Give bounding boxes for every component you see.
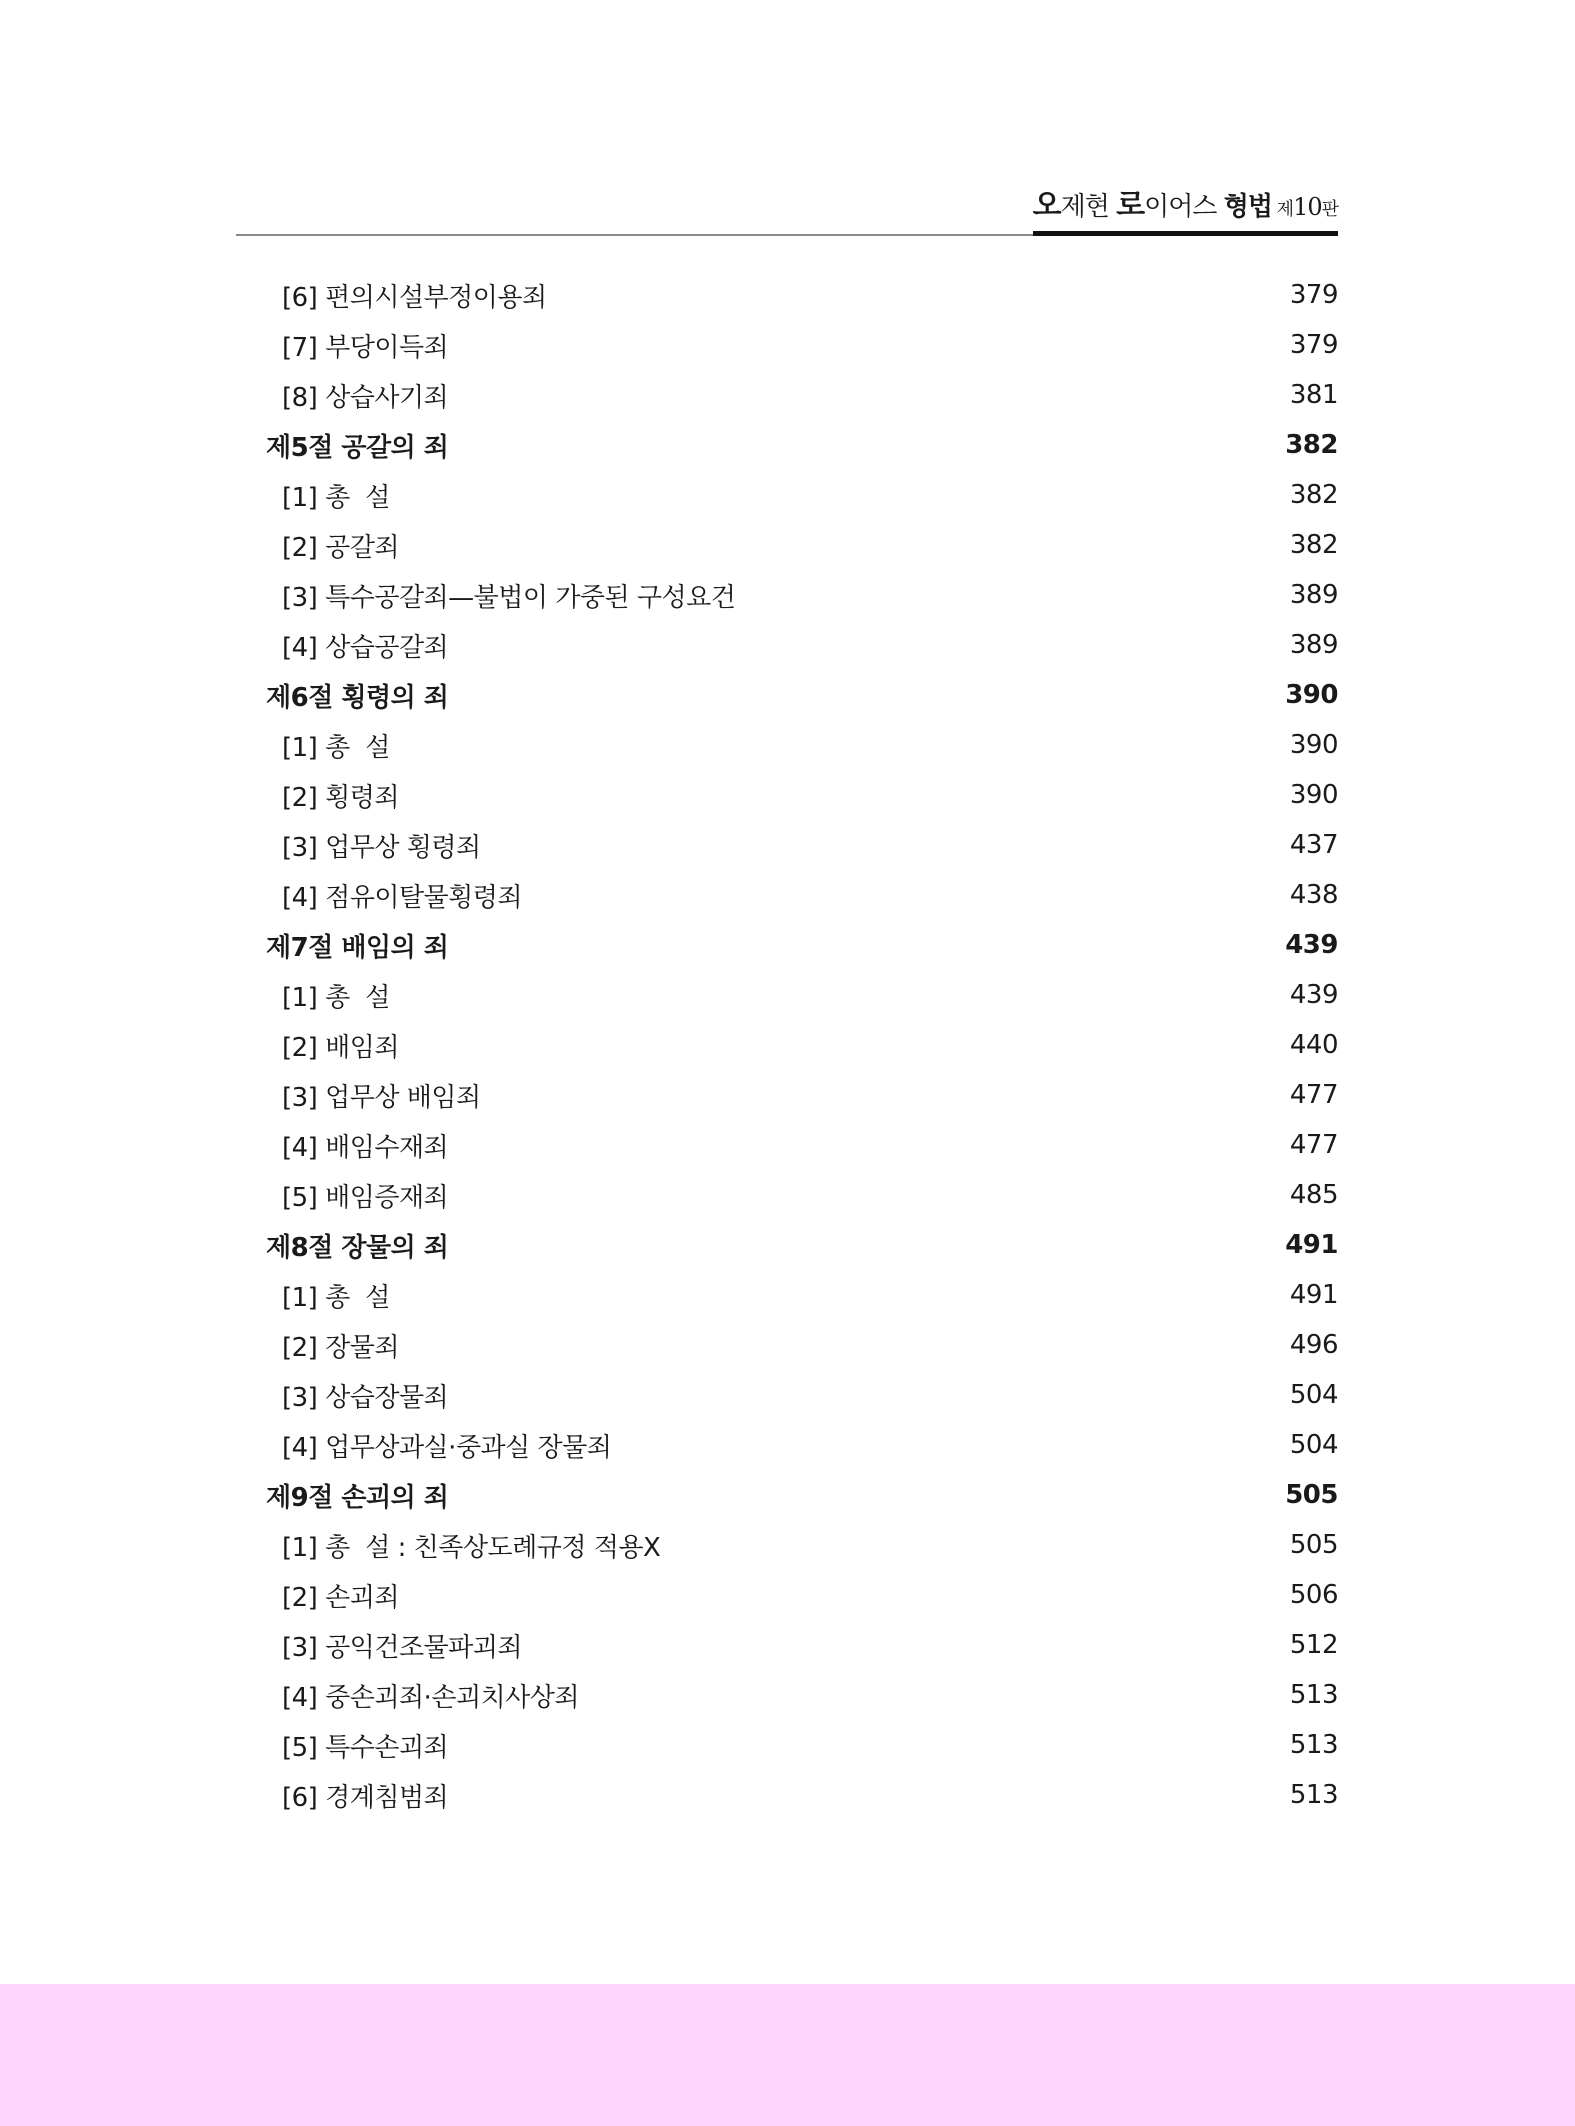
footer-band xyxy=(0,1984,1575,2126)
toc-page-number: 440 xyxy=(1289,1030,1338,1060)
book-title-part: 제현 xyxy=(1060,192,1117,222)
toc-page-number: 513 xyxy=(1289,1730,1338,1760)
toc-entry xyxy=(266,1170,1338,1220)
book-title-part: 형법 xyxy=(1223,192,1272,222)
toc-entry-title: [6] 경계침범죄 xyxy=(282,1782,449,1813)
toc-page-number: 513 xyxy=(1289,1780,1338,1810)
toc-entry-title: [1] 총 설 xyxy=(282,482,390,513)
toc-entry-title: [4] 중손괴죄·손괴치사상죄 xyxy=(282,1682,580,1713)
book-title-part: 10 xyxy=(1293,193,1322,221)
toc-page-number: 491 xyxy=(1285,1230,1338,1260)
toc-entry-title: [5] 특수손괴죄 xyxy=(282,1732,449,1763)
toc-entry-title: [7] 부당이득죄 xyxy=(282,332,449,363)
toc-page-number: 390 xyxy=(1289,730,1338,760)
toc-entry-title: [4] 점유이탈물횡령죄 xyxy=(282,882,523,913)
toc-entry xyxy=(266,270,1338,320)
toc-entry-title: [1] 총 설 xyxy=(282,732,390,763)
toc-page-number: 504 xyxy=(1289,1380,1338,1410)
running-header xyxy=(236,188,1338,236)
toc-entry xyxy=(266,970,1338,1020)
toc-entry xyxy=(266,720,1338,770)
toc-entry xyxy=(266,770,1338,820)
toc-page-number: 477 xyxy=(1289,1080,1338,1110)
toc-page-number: 382 xyxy=(1285,430,1338,460)
toc-entry-title: [3] 공익건조물파괴죄 xyxy=(282,1632,523,1663)
toc-page-number: 439 xyxy=(1289,980,1338,1010)
toc-page-number: 390 xyxy=(1289,780,1338,810)
toc-page-number: 390 xyxy=(1285,680,1338,710)
book-title-part: 이어스 xyxy=(1144,192,1224,222)
toc-entry xyxy=(266,470,1338,520)
toc-entry-title: [1] 총 설 xyxy=(282,1282,390,1313)
toc-page-number: 506 xyxy=(1289,1580,1338,1610)
toc-entry-title: [1] 총 설 : 친족상도례규정 적용X xyxy=(282,1532,661,1563)
toc-page-number: 505 xyxy=(1289,1530,1338,1560)
toc-page-number: 496 xyxy=(1289,1330,1338,1360)
toc-entry-title: [4] 상습공갈죄 xyxy=(282,632,449,663)
toc-page-number: 379 xyxy=(1289,330,1338,360)
toc-page-number: 439 xyxy=(1285,930,1338,960)
toc-entry-title: 제9절 손괴의 죄 xyxy=(266,1482,449,1513)
toc-section-heading xyxy=(266,1470,1338,1520)
toc-section-heading xyxy=(266,920,1338,970)
toc-entry xyxy=(266,1720,1338,1770)
toc-entry xyxy=(266,1020,1338,1070)
toc-entry-title: [2] 공갈죄 xyxy=(282,532,399,563)
toc-page-number: 382 xyxy=(1289,530,1338,560)
toc-entry xyxy=(266,1420,1338,1470)
toc-entry xyxy=(266,320,1338,370)
toc-page-number: 381 xyxy=(1289,380,1338,410)
toc-entry-title: [3] 상습장물죄 xyxy=(282,1382,449,1413)
toc-entry-title: [2] 손괴죄 xyxy=(282,1582,399,1613)
toc-entry xyxy=(266,1620,1338,1670)
toc-entry xyxy=(266,1320,1338,1370)
toc-section-heading xyxy=(266,420,1338,470)
toc-page-number: 512 xyxy=(1289,1630,1338,1660)
toc-entry xyxy=(266,570,1338,620)
book-title-part: 로 xyxy=(1116,188,1145,223)
toc-page-number: 513 xyxy=(1289,1680,1338,1710)
toc-entry xyxy=(266,1770,1338,1820)
toc-entry-title: [1] 총 설 xyxy=(282,982,390,1013)
toc-page-number: 389 xyxy=(1289,580,1338,610)
toc-page-number: 382 xyxy=(1289,480,1338,510)
book-title xyxy=(1032,188,1338,236)
toc-page-number: 485 xyxy=(1289,1180,1338,1210)
toc-entry xyxy=(266,1670,1338,1720)
toc-page-number: 437 xyxy=(1289,830,1338,860)
toc-entry-title: [4] 배임수재죄 xyxy=(282,1132,449,1163)
toc-entry xyxy=(266,1570,1338,1620)
toc-section-heading xyxy=(266,1220,1338,1270)
toc-entry-title: 제6절 횡령의 죄 xyxy=(266,682,449,713)
toc-page-number: 504 xyxy=(1289,1430,1338,1460)
table-of-contents xyxy=(266,270,1338,1820)
book-title-part: 오 xyxy=(1032,188,1061,223)
toc-entry xyxy=(266,1270,1338,1320)
toc-page-number: 379 xyxy=(1289,280,1338,310)
toc-entry-title: [8] 상습사기죄 xyxy=(282,382,449,413)
toc-entry-title: [2] 장물죄 xyxy=(282,1332,399,1363)
toc-page-number: 477 xyxy=(1289,1130,1338,1160)
toc-entry-title: 제7절 배임의 죄 xyxy=(266,932,449,963)
book-title-part: 제 xyxy=(1271,199,1294,220)
toc-page-number: 505 xyxy=(1285,1480,1338,1510)
toc-section-heading xyxy=(266,670,1338,720)
toc-page-number: 389 xyxy=(1289,630,1338,660)
toc-entry-title: [6] 편의시설부정이용죄 xyxy=(282,282,547,313)
toc-entry xyxy=(266,1070,1338,1120)
book-title-part: 판 xyxy=(1321,199,1338,220)
toc-entry-title: [3] 업무상 횡령죄 xyxy=(282,832,481,863)
toc-entry-title: 제8절 장물의 죄 xyxy=(266,1232,449,1263)
toc-entry xyxy=(266,820,1338,870)
toc-entry-title: [4] 업무상과실·중과실 장물죄 xyxy=(282,1432,612,1463)
toc-entry xyxy=(266,1520,1338,1570)
toc-entry xyxy=(266,520,1338,570)
toc-entry-title: [2] 배임죄 xyxy=(282,1032,399,1063)
toc-entry xyxy=(266,370,1338,420)
toc-entry-title: 제5절 공갈의 죄 xyxy=(266,432,449,463)
toc-entry-title: [5] 배임증재죄 xyxy=(282,1182,449,1213)
toc-entry-title: [3] 업무상 배임죄 xyxy=(282,1082,481,1113)
toc-page-number: 491 xyxy=(1289,1280,1338,1310)
toc-entry xyxy=(266,1120,1338,1170)
toc-entry xyxy=(266,870,1338,920)
toc-entry-title: [3] 특수공갈죄—불법이 가중된 구성요건 xyxy=(282,582,736,613)
toc-page-number: 438 xyxy=(1289,880,1338,910)
toc-entry xyxy=(266,620,1338,670)
toc-entry xyxy=(266,1370,1338,1420)
toc-entry-title: [2] 횡령죄 xyxy=(282,782,399,813)
